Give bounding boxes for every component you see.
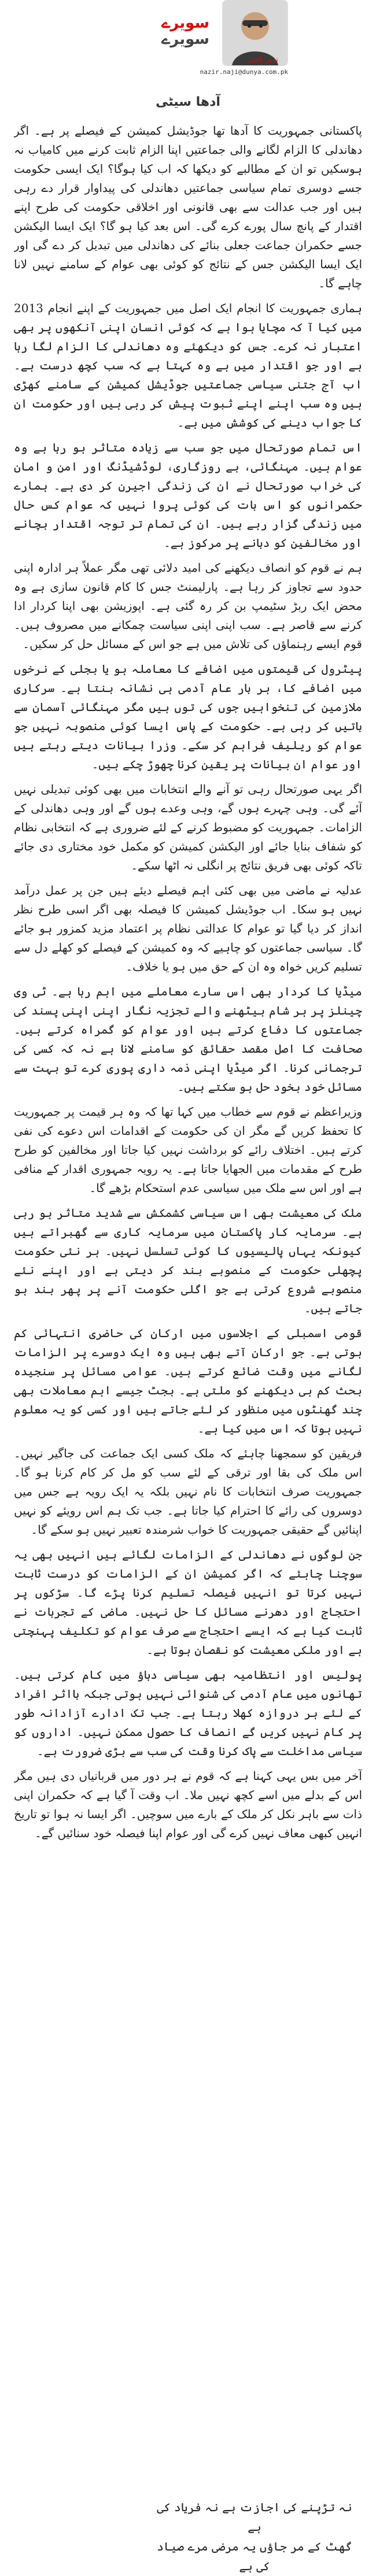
author-email: nazir.naji@dunya.com.pk [200,68,288,76]
paragraph: آخر میں بس یہی کہنا ہے کہ قوم نے ہر دور میں قربانیاں دی ہیں مگر اس کے بدلے میں اسے کچھ نہیں ملا۔ اب وقت آ گیا ہے کہ حکمران اپنی ذات سے باہر نکل کر ملک کے بارے میں سوچیں۔ اگر ایسا نہ ہوا تو تاریخ انہیں کبھی معاف نہیں کرے گی اور عوام اپنا فیصلہ خود سنائیں گے۔ [14,1769,362,1840]
author-name: نذیر ناجی [248,55,278,64]
paragraph: پاکستانی جمہوریت کا آدھا تھا جوڈیشل کمیشن کے فیصلے پر ہے۔ اگر دھاندلی کا الزام لگانے والی جماعتیں اپنا الزام ثابت کرنے میں کامیاب نہ ہوسکیں تو ان کے مطالبے کو دیکھا کہ اب کیا ہوگا؟ ایک ایسی حکومت جسے دوسری تمام سیاسی جماعتیں دھاندلی کی پیداوار قرار دے رہی ہیں اور جب عدالت سے بھی قانونی اور اخلاقی حکومت کی طرح اپنے اقتدار کے پانچ سال پورے کرے گی۔ اس بعد کیا ہو گا؟ ایک ایسا الیکشن جسے حکمران جماعت جعلی بنائے کی دھاندلی میں تبدیل کر دے گی اور ایک ایسا الیکشن جس کے نتائج کو کوئی بھی عوام کے سامنے نہیں لانا چاہے گا۔ [14,124,362,290]
logo-line-1: سویرے [161,14,209,32]
couplet-line: نہ تڑپنے کی اجازت ہے نہ فریاد کی ہے [157,2500,352,2534]
paragraph: جن لوگوں نے دھاندلی کے الزامات لگائے ہیں انہیں بھی یہ سوچنا چاہئے کہ اگر کمیشن ان کے الزامات کو درست ثابت نہیں کرتا تو انہیں فیصلہ تسلیم کرنا پڑے گا۔ سڑکوں پر احتجاج اور دھرنے مسائل کا حل نہیں۔ ماضی کے تجربات نے ثابت کیا ہے کہ ایسے احتجاج سے صرف عوام کو تکلیف پہنچتی ہے اور ملکی معیشت کو نقصان ہوتا ہے۔ [14,1548,362,1657]
paragraph: ہم نے قوم کو انصاف دیکھنے کی امید دلائی تھی مگر عملاً ہر ادارہ اپنی حدود سے تجاوز کر رہا ہے۔ پارلیمنٹ جس کا کام قانون سازی ہے وہ محض ایک ربڑ سٹیمپ بن کر رہ گئی ہے۔ اپوزیشن بھی اپنا کردار ادا کرنے سے قاصر ہے۔ سب اپنی اپنی سیاست چمکانے میں مصروف ہیں۔ قوم ایسے رہنماؤں کی تلاش میں ہے جو اس کے مسائل حل کر سکیں۔ [14,561,362,651]
paragraph: اس تمام صورتحال میں جو سب سے زیادہ متاثر ہو رہا ہے وہ عوام ہیں۔ مہنگائی، بے روزگاری، لوڈشیڈنگ اور امن و امان کی خراب صورتحال نے ان کی زندگی اجیرن کر دی ہے۔ ہمارے حکمرانوں کو اس بات کی کوئی پروا نہیں کہ عوام کس حال میں زندگی گزار رہے ہیں۔ ان کی تمام تر توجہ اقتدار بچانے اور مخالفین کو دبانے پر مرکوز ہے۔ [14,441,362,550]
column-body [14,121,362,2503]
paragraph: اگر یہی صورتحال رہی تو آنے والے انتخابات میں بھی کوئی تبدیلی نہیں آئے گی۔ وہی چہرے ہوں گے، وہی وعدے ہوں گے اور وہی دھاندلی کے الزامات۔ جمہوریت کو مضبوط کرنے کے لئے ضروری ہے کہ انتخابی نظام کو شفاف بنایا جائے اور الیکشن کمیشن کو مکمل خود مختاری دی جائے تاکہ کوئی بھی فریق نتائج پر انگلی نہ اٹھا سکے۔ [14,782,362,872]
paragraph: عدلیہ نے ماضی میں بھی کئی اہم فیصلے دیئے ہیں جن پر عمل درآمد نہیں ہو سکا۔ اب جوڈیشل کمیشن کا فیصلہ بھی اگر اسی طرح نظر انداز کر دیا گیا تو عوام کا عدالتی نظام پر اعتماد مزید کمزور ہو جائے گا۔ سیاسی جماعتوں کو چاہیے کہ وہ کمیشن کے فیصلے کو کھلے دل سے تسلیم کریں خواہ وہ ان کے حق میں ہو یا خلاف۔ [14,883,362,974]
paragraph: میڈیا کا کردار بھی اس سارے معاملے میں اہم رہا ہے۔ ٹی وی چینلز پر ہر شام بیٹھنے والے تجزیہ نگار اپنی اپنی پسند کی جماعتوں کا دفاع کرتے ہیں اور عوام کو گمراہ کرتے ہیں۔ صحافت کا اصل مقصد حقائق کو سامنے لانا ہے نہ کہ کسی کی ترجمانی کرنا۔ اگر میڈیا اپنی ذمہ داری پوری کرے تو بہت سے مسائل خود بخود حل ہو سکتے ہیں۔ [14,984,362,1094]
logo-text [161,15,209,47]
logo-line-2: سویرے [161,31,209,48]
paragraph: قومی اسمبلی کے اجلاسوں میں ارکان کی حاضری انتہائی کم ہوتی ہے۔ جو ارکان آتے بھی ہیں وہ ایک دوسرے پر الزامات لگانے میں وقت ضائع کرتے ہیں۔ عوامی مسائل پر سنجیدہ بحث کم ہی دیکھنے کو ملتی ہے۔ بجٹ جیسے اہم معاملات بھی چند گھنٹوں میں منظور کر لئے جاتے ہیں اور کسی کو یہ معلوم نہیں ہوتا کہ اس میں کیا ہے۔ [14,1326,362,1435]
closing-couplet [150,2497,359,2576]
paragraph: فریقین کو سمجھنا چاہئے کہ ملک کسی ایک جماعت کی جاگیر نہیں۔ اس ملک کی بقا اور ترقی کے لئے سب کو مل کر کام کرنا ہو گا۔ جمہوریت صرف انتخابات کا نام نہیں بلکہ یہ ایک رویہ ہے جس میں دوسروں کی رائے کا احترام کیا جاتا ہے۔ جب تک ہم اس رویئے کو نہیں اپنائیں گے حقیقی جمہوریت کا خواب شرمندہ تعبیر نہیں ہو سکے گا۔ [14,1446,362,1537]
paragraph: پیٹرول کی قیمتوں میں اضافے کا معاملہ ہو یا بجلی کے نرخوں میں اضافے کا، ہر بار عام آدمی ہی نشانہ بنتا ہے۔ سرکاری ملازمین کی تنخواہیں جوں کی توں ہیں مگر مہنگائی آسمان سے باتیں کر رہی ہے۔ حکومت کے پاس ایسا کوئی منصوبہ نہیں جو عوام کو ریلیف فراہم کر سکے۔ وزرا بیانات دیتے رہتے ہیں اور عوام ان بیانات پر یقین کرنا چھوڑ چکے ہیں۔ [14,662,362,771]
paragraph: پولیس اور انتظامیہ بھی سیاسی دباؤ میں کام کرتی ہیں۔ تھانوں میں عام آدمی کی شنوائی نہیں ہوتی جبکہ بااثر افراد کے لئے ہر دروازہ کھلا رہتا ہے۔ جب تک ادارے آزادانہ طور پر کام نہیں کریں گے انصاف کا حصول ممکن نہیں۔ اداروں کو سیاسی مداخلت سے پاک کرنا وقت کی سب سے بڑی ضرورت ہے۔ [14,1668,362,1758]
paragraph: ہماری جمہوریت کا انجام ایک اصل میں جمہوریت کے اپنے انجام 2013 میں کیا آ کہ مچایا ہوا ہے کہ کوئی انسان اپنی آنکھوں پر بھی اعتبار نہ کرے۔ جس کو دیکھئے وہ دھاندلی کا الزام لگا رہا ہے اور جو اقتدار میں ہے وہ کہتا ہے کہ سب کچھ درست ہے۔ اب آج جتنی سیاسی جماعتیں جوڈیشل کمیشن کے سامنے کھڑی ہیں وہ سب اپنے اپنے ثبوت پیش کر رہی ہیں اور حکومت ان کا جواب دینے کی کوشش میں ہے۔ [14,301,362,430]
couplet-line: گھٹ کے مر جاؤں یہ مرضی مرے صیاد کی ہے [157,2540,352,2573]
column-header [0,0,376,110]
paragraph: وزیراعظم نے قوم سے خطاب میں کہا تھا کہ وہ ہر قیمت پر جمہوریت کا تحفظ کریں گے مگر ان کی حکومت کے اقدامات اس دعوے کی نفی کرتے ہیں۔ اختلاف رائے کو برداشت نہیں کیا جاتا اور مخالفین کو طرح طرح کے مقدمات میں الجھایا جاتا ہے۔ یہ رویہ جمہوری اقدار کے منافی ہے اور اس سے ملک میں سیاسی عدم استحکام بڑھے گا۔ [14,1105,362,1195]
column-title: آدھا سیٹی [156,95,220,109]
paragraph: ملک کی معیشت بھی اس سیاسی کشمکش سے شدید متاثر ہو رہی ہے۔ سرمایہ کار پاکستان میں سرمایہ کاری سے گھبراتے ہیں کیونکہ یہاں پالیسیوں کا کوئی تسلسل نہیں۔ ہر نئی حکومت پچھلی حکومت کے منصوبے بند کر دیتی ہے اور اپنے نئے منصوبے شروع کرتی ہے جو اگلی حکومت آنے پر پھر بند ہو جاتے ہیں۔ [14,1206,362,1315]
